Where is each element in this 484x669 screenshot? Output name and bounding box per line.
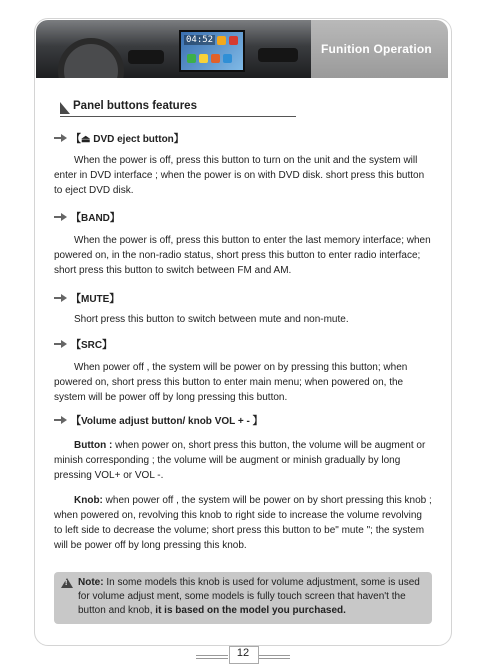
section-marker-icon <box>60 102 70 114</box>
arrow-bullet-icon <box>54 416 69 424</box>
feature-title-text: 【SRC】 <box>71 340 113 351</box>
feature-title-src <box>54 336 112 351</box>
volume-button-label: Button : <box>74 440 113 451</box>
arrow-bullet-icon <box>54 340 69 348</box>
volume-knob-text: when power off , the system will be power on by short pressing this knob ; when powered on, revolving this knob to right side to increase the volume revolving to left side to decrease the volume; short press this button to be" mute "; the system will be power off by long pressing this knob. <box>54 495 432 551</box>
app-tile-icon <box>217 36 226 45</box>
volume-knob-paragraph <box>54 493 432 553</box>
feature-text-dvd-eject: When the power is off, press this button to turn on the unit and the system will enter in DVD interface ; when the power is on with DVD disk. short press this button to eject DVD disk. <box>54 155 425 196</box>
feature-title-text: 【Volume adjust button/ knob VOL + - 】 <box>71 416 263 427</box>
footer-rule-left <box>196 655 228 659</box>
app-tile-icon <box>223 54 232 63</box>
feature-title-text: 【BAND】 <box>71 213 120 224</box>
app-tile-icon <box>211 54 220 63</box>
feature-text-band: When the power is off, press this button to enter the last memory interface; when powered on, in the non-radio status, short press this button to enter radio interface; short press this button to switch between FM and AM. <box>54 235 431 276</box>
steering-wheel-graphic <box>58 38 124 78</box>
feature-title-text: 【MUTE】 <box>71 294 120 305</box>
feature-text-src: When power off , the system will be power on by pressing this button; when powered on, short press this button to enter main menu; when powered on, the system will be power off by long pressing this button. <box>54 362 408 403</box>
head-unit-clock: 04:52 <box>186 35 214 45</box>
warning-mark: ! <box>65 580 68 587</box>
dash-vent-graphic <box>258 48 298 62</box>
app-tile-icon <box>229 36 238 45</box>
note-emphasis: it is based on the model you purchased. <box>155 605 346 616</box>
page-number: 12 <box>236 647 250 659</box>
note-body: In some models this knob is used for volume adjustment, some is used for volume adjust ment, some models is fully touch screen that haven't the button and knob, <box>78 577 420 616</box>
arrow-bullet-icon <box>54 213 69 221</box>
feature-title-band <box>54 209 120 224</box>
feature-text-mute: Short press this button to switch between mute and non-mute. <box>74 314 349 325</box>
app-tile-icon <box>187 54 196 63</box>
note-box <box>54 572 432 624</box>
arrow-bullet-icon <box>54 294 69 302</box>
feature-title-dvd-eject <box>54 130 184 145</box>
feature-title-volume <box>54 412 263 427</box>
arrow-bullet-icon <box>54 134 69 142</box>
feature-title-text: 【⏏ DVD eject button】 <box>71 134 184 145</box>
footer-rule-right <box>258 655 290 659</box>
section-heading-text: Panel buttons features <box>73 100 197 112</box>
volume-knob-label: Knob: <box>74 495 103 506</box>
volume-button-paragraph <box>54 438 432 483</box>
feature-title-mute <box>54 290 119 305</box>
header-car-dashboard-image <box>36 20 311 78</box>
dash-vent-graphic <box>128 50 164 64</box>
volume-button-text: when power on, short press this button, the volume will be augment or minish corresponding ; the volume will be augment or minish gradually by long pressing VOL+ or VOL -. <box>54 440 426 481</box>
note-label: Note: <box>78 577 104 588</box>
head-unit-screen <box>179 30 245 72</box>
header-title: Funition Operation <box>321 42 432 56</box>
app-tile-icon <box>199 54 208 63</box>
note-text <box>78 576 426 618</box>
section-heading <box>60 100 296 117</box>
